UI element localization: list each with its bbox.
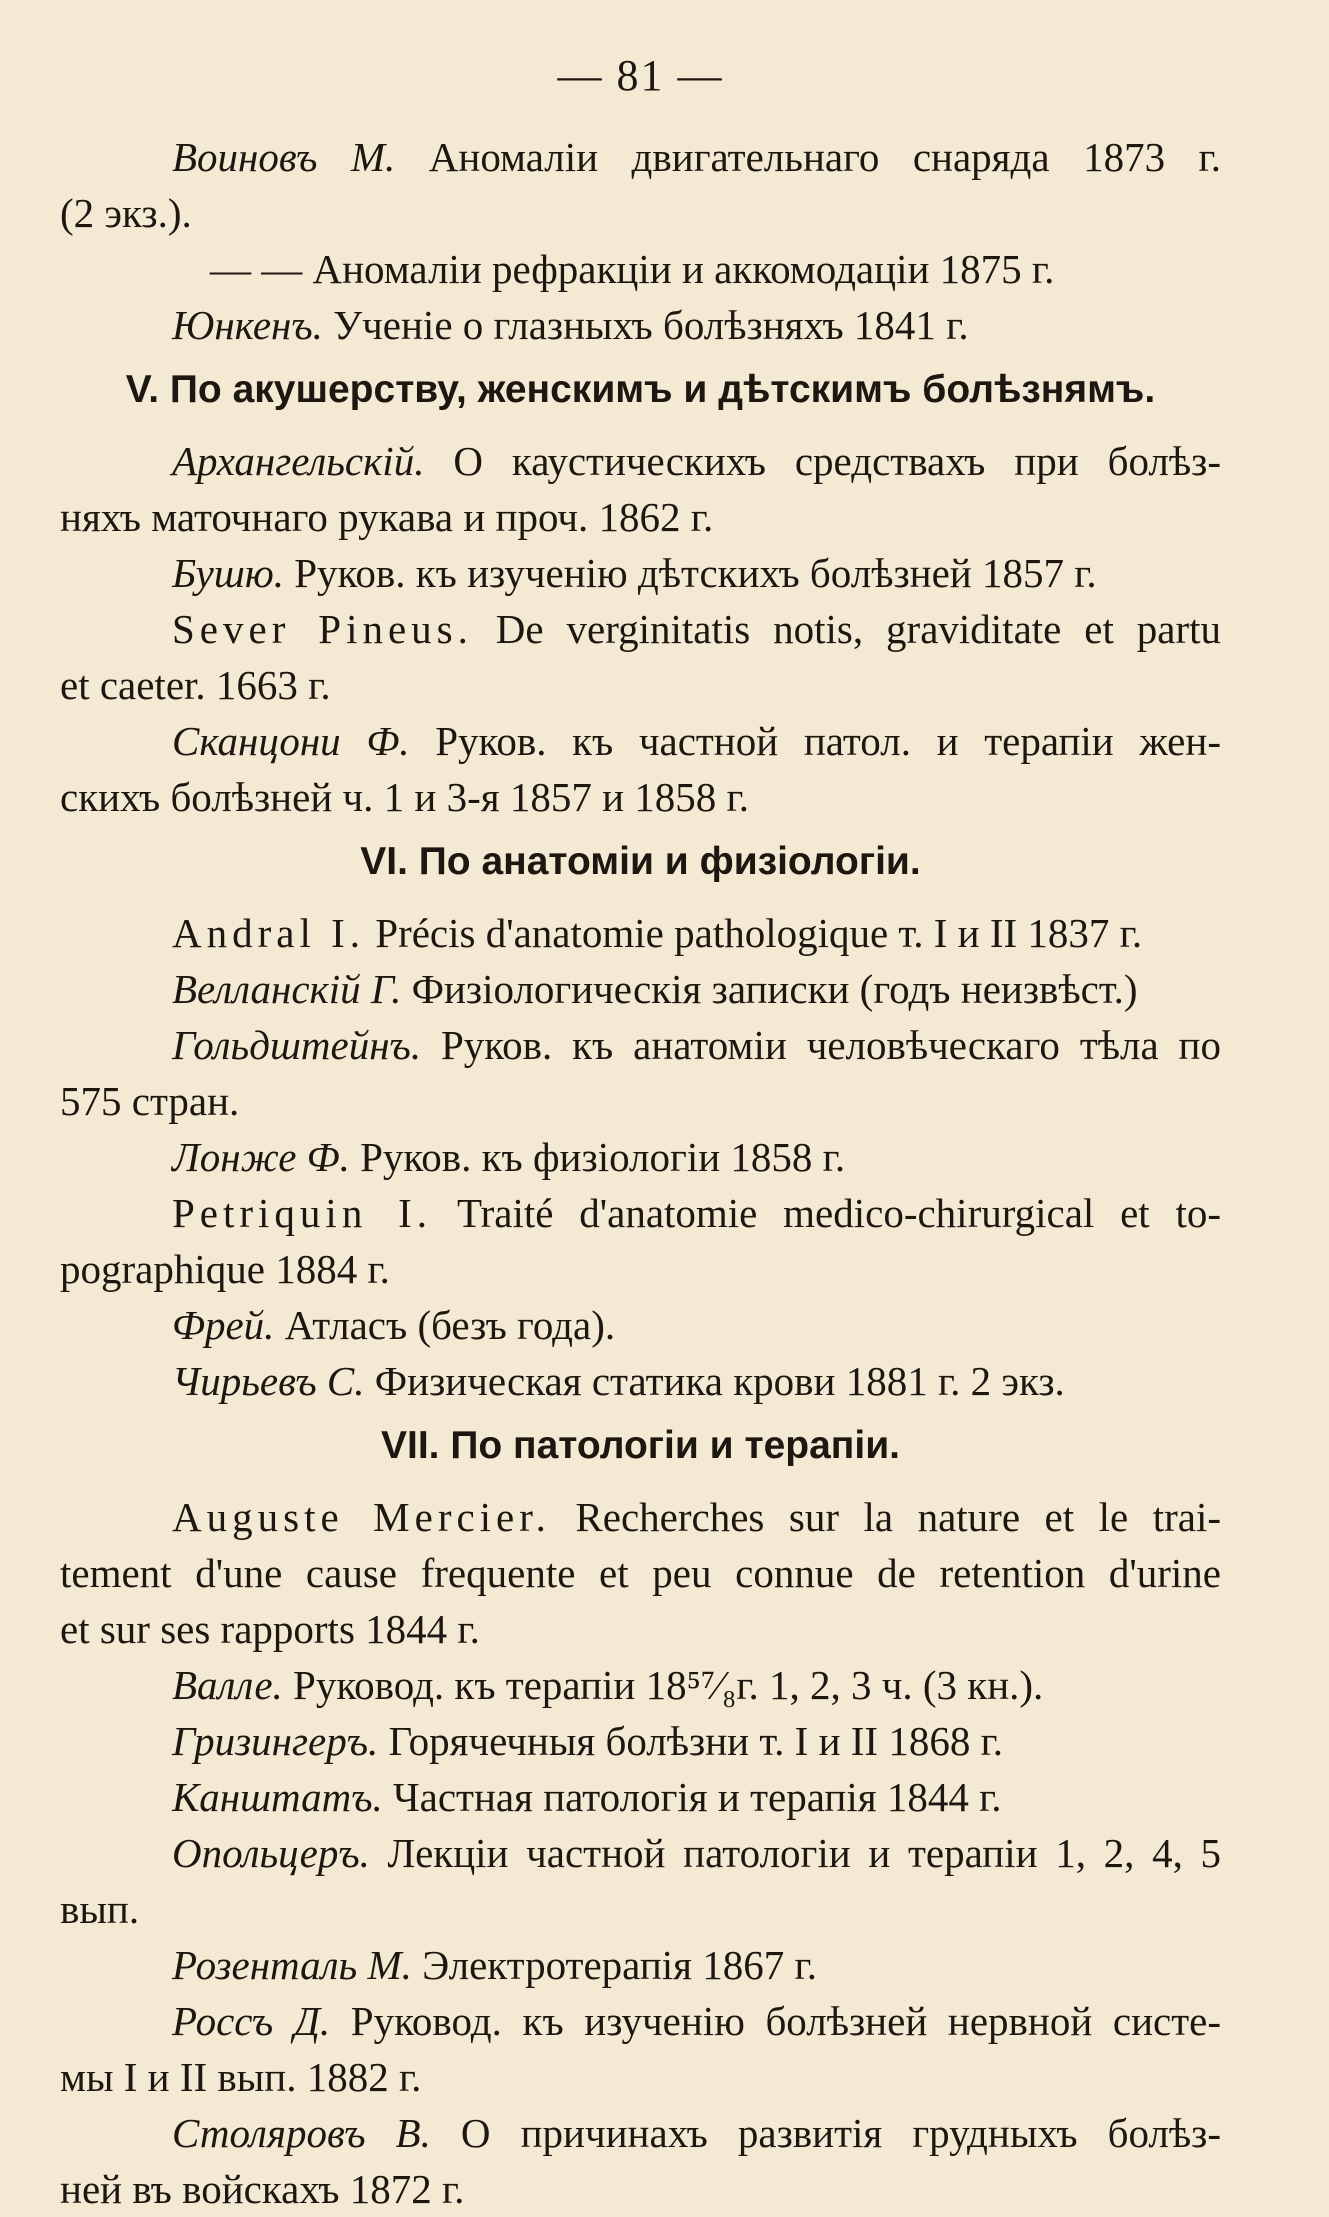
entry-text: Traité d'anatomie medico-chirurgical et to- — [432, 1190, 1221, 1236]
entry-author: Валле. — [172, 1662, 283, 1708]
bibliography-entry — [60, 1937, 1221, 1993]
entry-text: Руков. къ физіологіи 1858 г. — [349, 1134, 846, 1180]
entry-first-line — [60, 1129, 1221, 1185]
bibliography-entry — [60, 129, 1221, 241]
entry-author: Велланскій Г. — [172, 966, 402, 1012]
entry-text: et sur ses rapports 1844 г. — [60, 1606, 480, 1652]
entry-author: Petriquin I. — [172, 1190, 432, 1236]
entry-text: О каустическихъ средствахъ при болѣз- — [424, 438, 1221, 484]
entry-first-line — [60, 545, 1221, 601]
entry-first-line — [60, 129, 1221, 185]
entry-continuation-line — [60, 2161, 1221, 2217]
entry-text: ней въ войскахъ 1872 г. — [60, 2166, 465, 2212]
bibliography-entry — [60, 1489, 1221, 1657]
entry-author: Бушю. — [172, 550, 284, 596]
entry-text: tement d'une cause frequente et peu connue de retention d'urine — [60, 1550, 1221, 1596]
entry-text: Аномаліи двигательнаго снаряда 1873 г. — [395, 134, 1221, 180]
entry-author: Архангельскій. — [172, 438, 425, 484]
entry-first-line — [60, 433, 1221, 489]
entry-first-line — [60, 1017, 1221, 1073]
entry-author: Столяровъ В. — [172, 2110, 431, 2156]
entry-first-line — [60, 905, 1221, 961]
entry-author: Розенталь М. — [172, 1942, 412, 1988]
section-heading: VI. По анатоміи и физіологіи. — [360, 840, 921, 883]
entry-text: Руковод. къ терапіи 18⁵⁷⁄₈г. 1, 2, 3 ч. (3 кн.). — [282, 1662, 1044, 1708]
entry-continuation-line — [60, 1881, 1221, 1937]
entry-first-line — [60, 1993, 1221, 2049]
bibliography-entry — [60, 961, 1221, 1017]
entry-author: Воиновъ М. — [172, 134, 396, 180]
entry-author: Andral I. — [172, 910, 366, 956]
entry-continuation-line — [60, 769, 1221, 825]
bibliography-entry — [60, 1297, 1221, 1353]
entry-first-line — [60, 713, 1221, 769]
entry-text: Лекціи частной патологіи и терапіи 1, 2, 4, 5 — [369, 1830, 1221, 1876]
entry-author: Опольцеръ. — [172, 1830, 370, 1876]
section-heading: V. По акушерству, женскимъ и дѣтскимъ болѣзнямъ. — [125, 368, 1156, 411]
entry-first-line — [60, 297, 1221, 353]
entry-author: Sever Pineus. — [172, 606, 473, 652]
bibliography-entry — [60, 545, 1221, 601]
bibliography-entry — [60, 1017, 1221, 1129]
entry-continuation-line — [60, 2049, 1221, 2105]
bibliography-entry — [60, 1993, 1221, 2105]
bibliography-entry — [60, 1825, 1221, 1937]
entry-text: О причинахъ развитія грудныхъ болѣз- — [430, 2110, 1221, 2156]
entry-text: Ученіе о глазныхъ болѣзняхъ 1841 г. — [322, 302, 969, 348]
entry-first-line — [60, 241, 1221, 297]
entry-text: Précis d'anatomie pathologique т. I и II 1837 г. — [365, 910, 1143, 956]
entry-text: 575 стран. — [60, 1078, 240, 1124]
entry-text: Физіологическія записки (годъ неизвѣст.) — [401, 966, 1138, 1012]
entry-text: Частная патологія и терапія 1844 г. — [382, 1774, 1002, 1820]
entry-text: Руков. къ изученію дѣтскихъ болѣзней 1857 г. — [284, 550, 1097, 596]
page-content — [60, 129, 1221, 2217]
bibliography-entry — [60, 1353, 1221, 1409]
bibliography-entry — [60, 297, 1221, 353]
bibliography-entry — [60, 1657, 1221, 1713]
entry-continuation-line — [60, 1545, 1221, 1601]
entry-text: — — Аномаліи рефракціи и аккомодаціи 1875 г. — [210, 246, 1055, 292]
entry-author: Гольдштейнъ. — [172, 1022, 422, 1068]
entry-author: Чирьевъ С. — [172, 1358, 365, 1404]
entry-author: Юнкенъ. — [172, 302, 323, 348]
entry-text: Физическая статика крови 1881 г. 2 экз. — [364, 1358, 1065, 1404]
entry-author: Гризингеръ. — [172, 1718, 379, 1764]
bibliography-entry — [60, 1129, 1221, 1185]
entry-author: Фрей. — [172, 1302, 275, 1348]
entry-author: Россъ Д. — [172, 1998, 331, 2044]
entry-first-line — [60, 961, 1221, 1017]
bibliography-entry — [60, 433, 1221, 545]
page-number: — 81 — — [557, 51, 724, 100]
entry-text: мы I и II вып. 1882 г. — [60, 2054, 422, 2100]
entry-author: Канштатъ. — [172, 1774, 383, 1820]
entry-text: pographique 1884 г. — [60, 1246, 390, 1292]
entry-author: Auguste Mercier. — [172, 1494, 551, 1540]
entry-continuation-line — [60, 1601, 1221, 1657]
entry-continuation-line — [60, 185, 1221, 241]
entry-text: Recherches sur la nature et le trai- — [550, 1494, 1221, 1540]
entry-first-line — [60, 1297, 1221, 1353]
entry-continuation-line — [60, 489, 1221, 545]
bibliography-entry — [60, 1185, 1221, 1297]
entry-continuation-line — [60, 657, 1221, 713]
section-heading: VII. По патологіи и терапіи. — [380, 1424, 901, 1467]
entry-first-line — [60, 601, 1221, 657]
entry-first-line — [60, 1713, 1221, 1769]
bibliography-entry — [60, 713, 1221, 825]
entry-first-line — [60, 1825, 1221, 1881]
entry-text: скихъ болѣзней ч. 1 и 3-я 1857 и 1858 г. — [60, 774, 749, 820]
entry-text: Руков. къ анатоміи человѣческаго тѣла по — [421, 1022, 1221, 1068]
entry-first-line — [60, 1353, 1221, 1409]
entry-author: Лонже Ф. — [172, 1134, 350, 1180]
entry-text: няхъ маточнаго рукава и проч. 1862 г. — [60, 494, 714, 540]
entry-text: Руков. къ частной патол. и терапіи жен- — [409, 718, 1221, 764]
entry-first-line — [60, 1185, 1221, 1241]
entry-text: De verginitatis notis, graviditate et partu — [472, 606, 1221, 652]
entry-author: Сканцони Ф. — [172, 718, 410, 764]
entry-text: Электротерапія 1867 г. — [411, 1942, 817, 1988]
bibliography-entry — [60, 2105, 1221, 2217]
entry-text: et caeter. 1663 г. — [60, 662, 331, 708]
entry-first-line — [60, 1489, 1221, 1545]
entry-text: (2 экз.). — [60, 190, 192, 236]
bibliography-entry — [60, 601, 1221, 713]
entry-text: Горячечныя болѣзни т. I и II 1868 г. — [378, 1718, 1004, 1764]
entry-first-line — [60, 1937, 1221, 1993]
entry-text: Атласъ (безъ года). — [274, 1302, 616, 1348]
bibliography-entry — [60, 241, 1221, 297]
entry-first-line — [60, 2105, 1221, 2161]
bibliography-entry — [60, 1713, 1221, 1769]
entry-text: Руковод. къ изученію болѣзней нервной систе- — [330, 1998, 1221, 2044]
entry-continuation-line — [60, 1241, 1221, 1297]
entry-continuation-line — [60, 1073, 1221, 1129]
bibliography-entry — [60, 905, 1221, 961]
entry-first-line — [60, 1769, 1221, 1825]
entry-text: вып. — [60, 1886, 140, 1932]
bibliography-entry — [60, 1769, 1221, 1825]
entry-first-line — [60, 1657, 1221, 1713]
